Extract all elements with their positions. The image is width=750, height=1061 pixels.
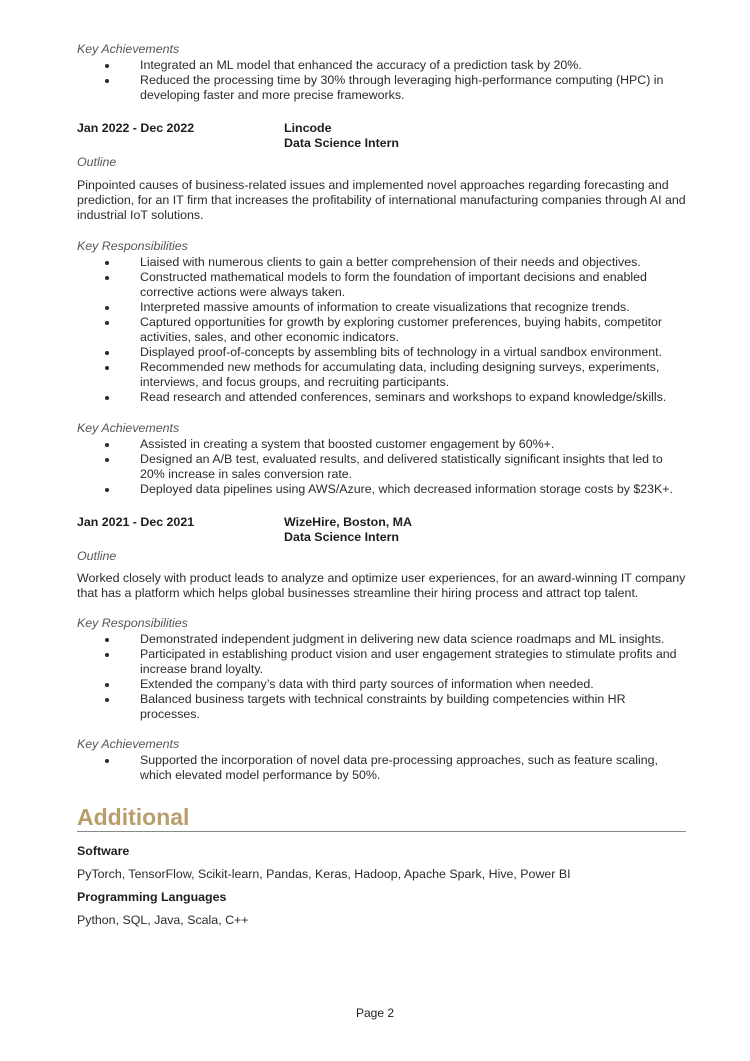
list-item: Recommended new methods for accumulating data, including designing surveys, experiments, interviews, and focus groups, and recruiting participants.: [77, 360, 687, 390]
list-item: Read research and attended conferences, seminars and workshops to expand knowledge/skills.: [77, 390, 687, 405]
outline-label: Outline: [77, 549, 117, 563]
outline-text: Worked closely with product leads to analyze and optimize user experiences, for an award-winning IT company that has a platform which helps global businesses streamline their hiring process and attract top talent.: [77, 571, 686, 600]
bullet-icon: [105, 443, 109, 447]
job-header: [77, 515, 687, 545]
list-item: Designed an A/B test, evaluated results, and delivered statistically significant insights that led to 20% increase in sales conversion rate.: [77, 452, 687, 482]
list-item: Extended the company’s data with third party sources of information when needed.: [77, 677, 687, 692]
programming-languages-label: Programming Languages: [77, 890, 227, 904]
job-title: Data Science Intern: [284, 530, 400, 544]
list-item: Liaised with numerous clients to gain a better comprehension of their needs and objectives.: [77, 255, 687, 270]
bullet-icon: [105, 458, 109, 462]
job-title: Data Science Intern: [284, 136, 400, 150]
job-entry-wizehire: [77, 515, 687, 783]
key-responsibilities-label: Key Responsibilities: [77, 239, 188, 253]
bullet-icon: [105, 79, 109, 83]
responsibilities-list: [77, 255, 687, 405]
bullet-icon: [105, 276, 109, 280]
list-item: Balanced business targets with technical constraints by building competencies within HR processes.: [77, 692, 687, 722]
responsibilities-list: [77, 632, 687, 722]
section-title-additional: Additional: [77, 803, 686, 832]
list-item: Integrated an ML model that enhanced the accuracy of a prediction task by 20%.: [77, 58, 687, 73]
software-list: PyTorch, TensorFlow, Scikit-learn, Pandas, Keras, Hadoop, Apache Spark, Hive, Power BI: [77, 867, 571, 881]
job-org: [284, 515, 412, 545]
job-dates: Jan 2021 - Dec 2021: [77, 515, 195, 529]
bullet-icon: [105, 261, 109, 265]
bullet-icon: [105, 638, 109, 642]
list-item: Assisted in creating a system that boosted customer engagement by 60%+.: [77, 437, 687, 452]
list-item: Demonstrated independent judgment in delivering new data science roadmaps and ML insights.: [77, 632, 687, 647]
list-item: Supported the incorporation of novel data pre-processing approaches, such as feature scaling, which elevated model performance by 50%.: [77, 753, 687, 783]
bullet-icon: [105, 64, 109, 68]
list-item: Participated in establishing product vision and user engagement strategies to stimulate profits and increase brand loyalty.: [77, 647, 687, 677]
key-achievements-label: Key Achievements: [77, 42, 180, 56]
achievements-list: [77, 437, 687, 497]
bullet-icon: [105, 698, 109, 702]
bullet-icon: [105, 396, 109, 400]
job-header: [77, 121, 687, 151]
bullet-icon: [105, 488, 109, 492]
list-item: Displayed proof-of-concepts by assembling bits of technology in a virtual sandbox environment.: [77, 345, 687, 360]
bullet-icon: [105, 306, 109, 310]
job-org: [284, 121, 399, 151]
additional-section: [77, 803, 687, 928]
bullet-icon: [105, 321, 109, 325]
outline-text: Pinpointed causes of business-related issues and implemented novel approaches regarding forecasting and prediction, for an IT firm that increases the profitability of international manufacturing companies through AI and industrial IoT solutions.: [77, 178, 686, 222]
bullet-icon: [105, 366, 109, 370]
company-name: WizeHire, Boston, MA: [284, 515, 412, 529]
outline-label: Outline: [77, 155, 117, 169]
list-item: Deployed data pipelines using AWS/Azure, which decreased information storage costs by $23K+.: [77, 482, 687, 497]
bullet-icon: [105, 653, 109, 657]
key-achievements-label: Key Achievements: [77, 421, 180, 435]
list-item: Captured opportunities for growth by exploring customer preferences, buying habits, competitor activities, sales, and other economic indicators.: [77, 315, 687, 345]
job-entry-lincode: [77, 121, 687, 497]
company-name: Lincode: [284, 121, 332, 135]
programming-languages-list: Python, SQL, Java, Scala, C++: [77, 913, 249, 927]
job-dates: Jan 2022 - Dec 2022: [77, 121, 195, 135]
resume-page-2: [77, 42, 687, 928]
list-item: Interpreted massive amounts of information to create visualizations that recognize trends.: [77, 300, 687, 315]
bullet-icon: [105, 351, 109, 355]
list-item: Reduced the processing time by 30% through leveraging high-performance computing (HPC) in developing faster and more precise frameworks.: [77, 73, 687, 103]
key-responsibilities-label: Key Responsibilities: [77, 616, 188, 630]
software-label: Software: [77, 844, 130, 858]
achievements-list: [77, 753, 687, 783]
page-number: Page 2: [355, 1006, 395, 1020]
intro-achievements-list: [77, 58, 687, 103]
bullet-icon: [105, 683, 109, 687]
bullet-icon: [105, 759, 109, 763]
list-item: Constructed mathematical models to form the foundation of important decisions and enabled corrective actions were always taken.: [77, 270, 687, 300]
key-achievements-label: Key Achievements: [77, 737, 180, 751]
